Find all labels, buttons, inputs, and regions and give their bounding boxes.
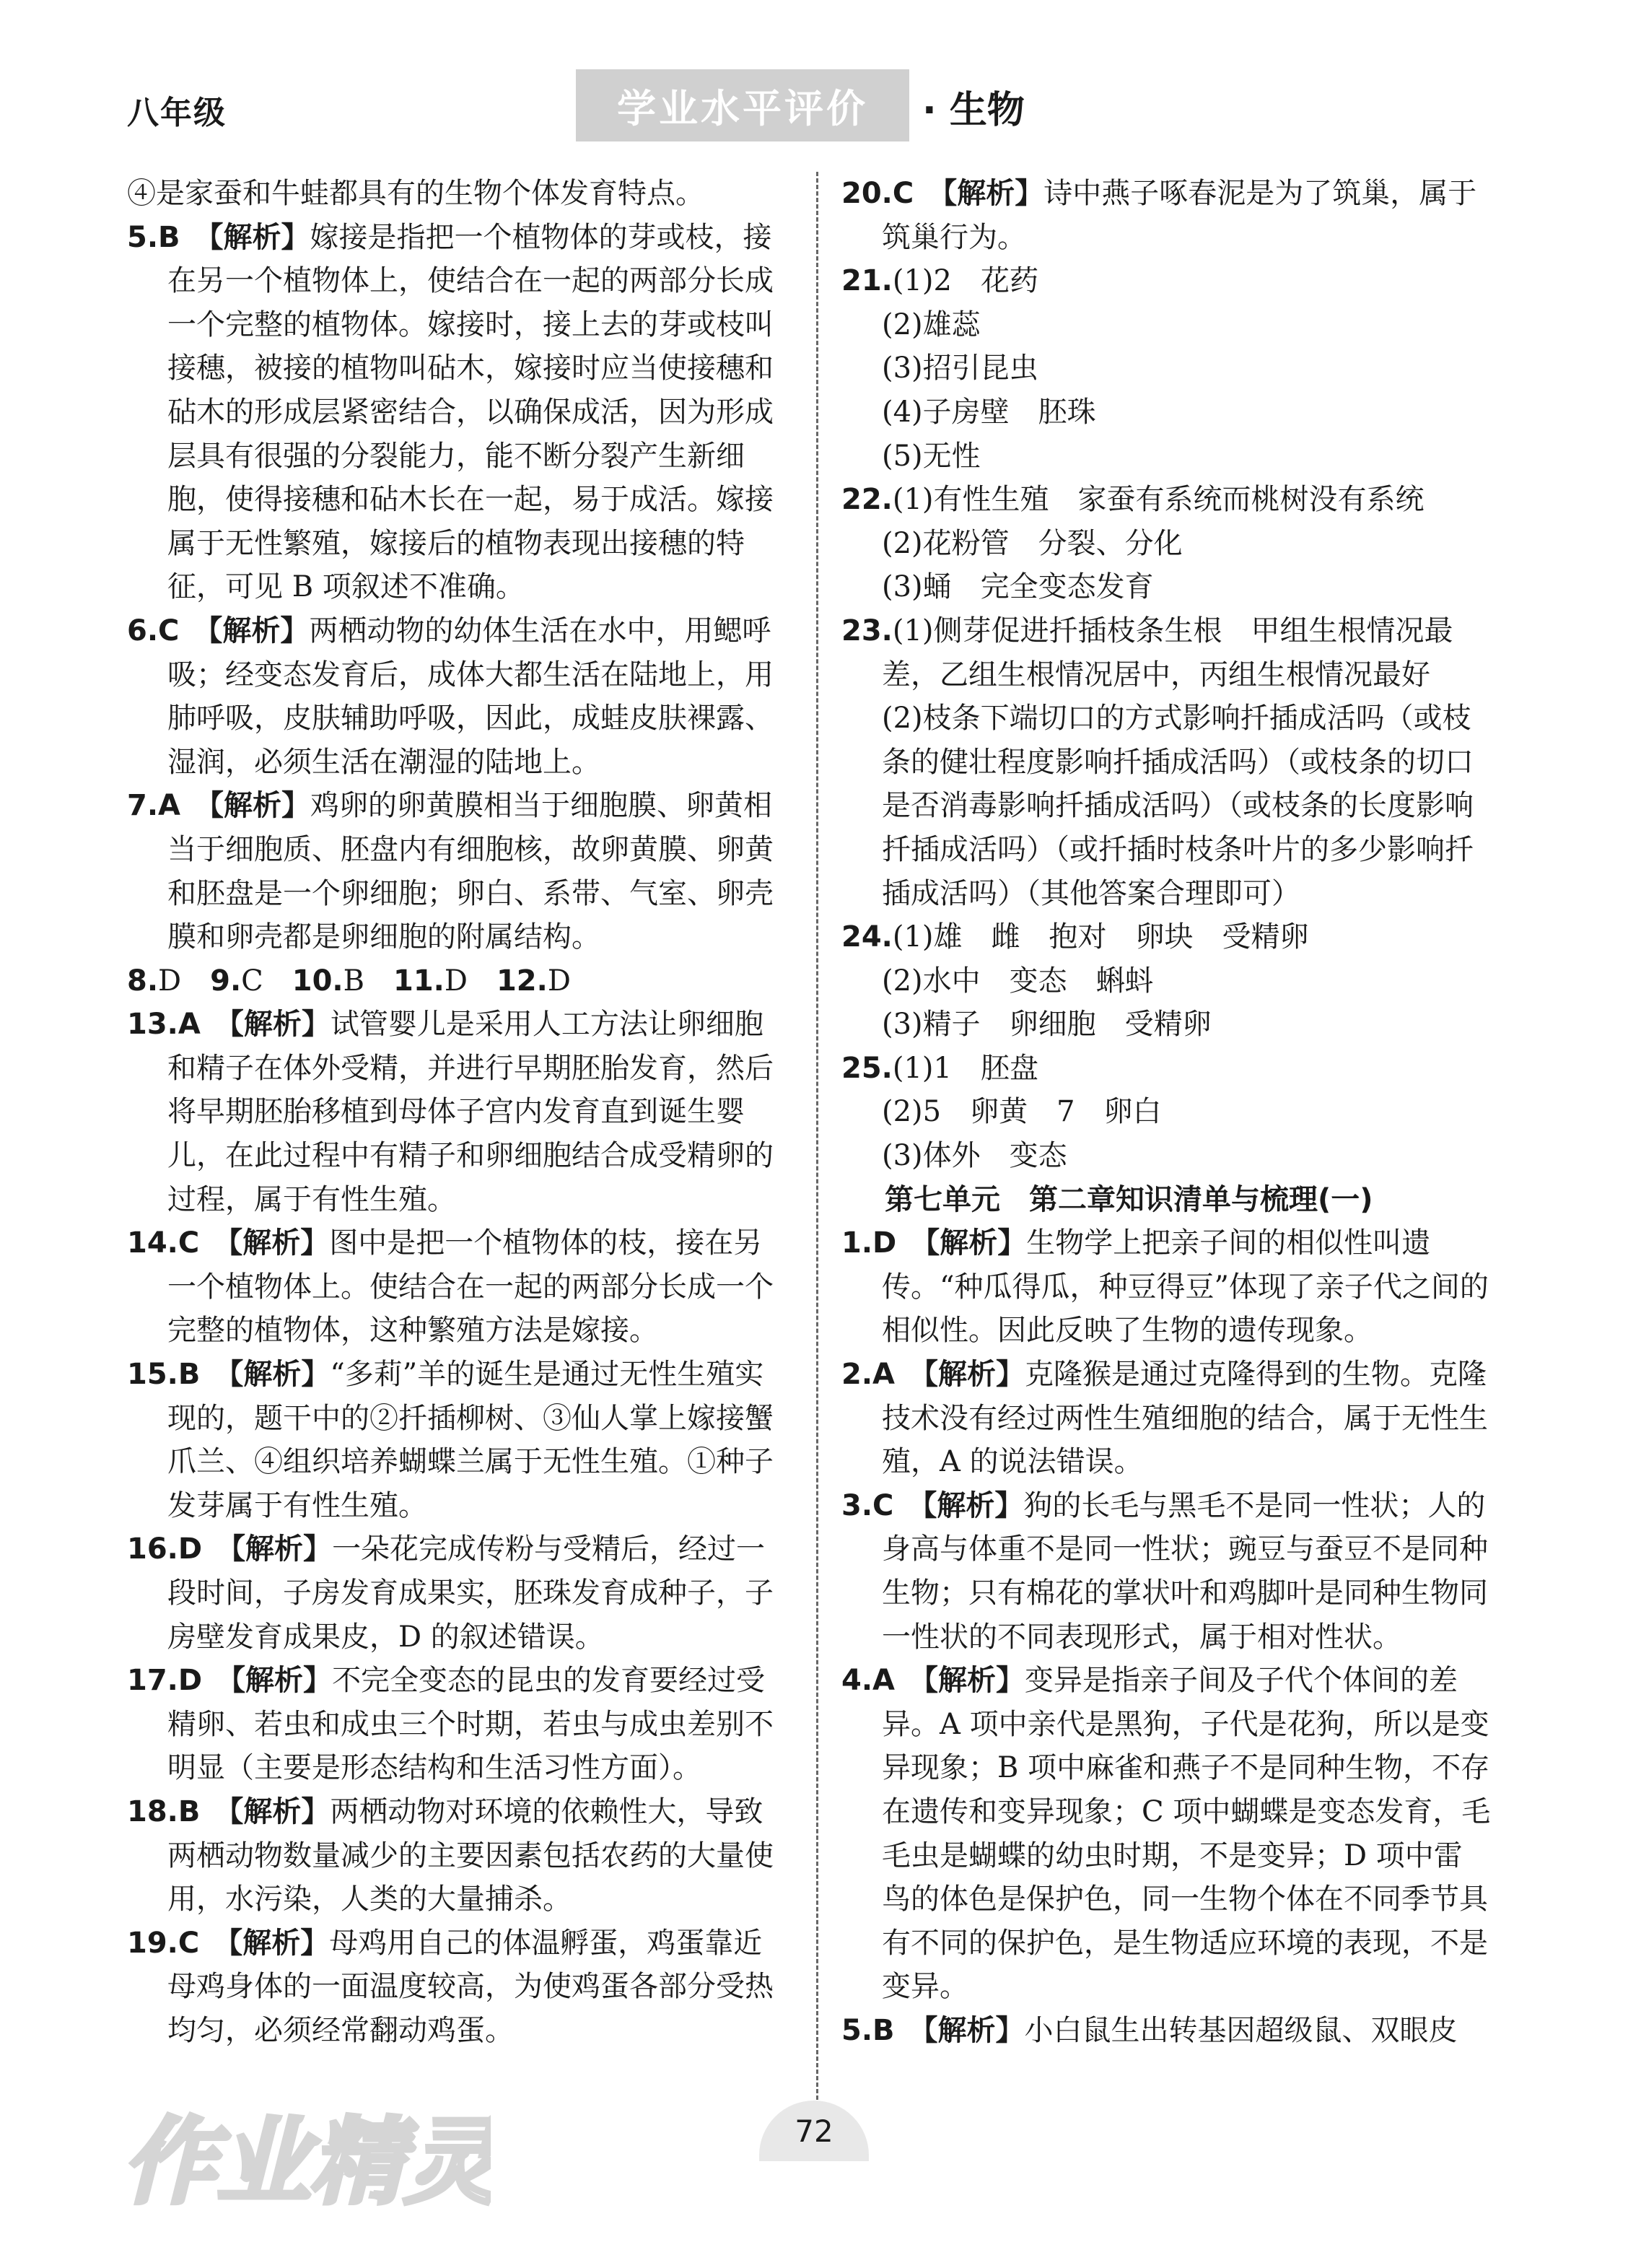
answer-text: 母鸡用自己的体温孵蛋，鸡蛋靠近母鸡身体的一面温度较高，为使鸡蛋各部分受热均匀，必须经常翻动鸡蛋。 <box>167 1926 774 2047</box>
sub-answer: (2)雄蕊 <box>882 308 981 341</box>
answer-item <box>127 1527 776 1659</box>
answer-choice: C <box>158 614 180 647</box>
question-number: 9. <box>210 964 242 998</box>
answer-text: 两栖动物对环境的依赖性大，导致两栖动物数量减少的主要因素包括农药的大量使用，水污染，人类的大量捕杀。 <box>167 1794 774 1916</box>
question-number: 20. <box>841 177 893 210</box>
question-number: 21. <box>841 264 893 298</box>
continued-text: ④是家蚕和牛蛙都具有的生物个体发育特点。 <box>127 177 704 210</box>
analysis-tag: 【解析】 <box>909 1664 1025 1698</box>
question-number: 12. <box>496 964 548 998</box>
question-number: 2. <box>841 1358 873 1392</box>
question-number: 25. <box>841 1051 893 1085</box>
analysis-tag: 【解析】 <box>909 1358 1025 1392</box>
sub-answer: (3)蛹 完全变态发育 <box>882 570 1154 604</box>
sub-answer: (4)子房壁 胚珠 <box>882 395 1096 429</box>
answer-item <box>841 1484 1491 1659</box>
analysis-tag: 【解析】 <box>908 1488 1024 1522</box>
sub-answer: (2)水中 变态 蝌蚪 <box>882 964 1154 998</box>
answer-item <box>127 1353 776 1527</box>
answer-choice: D <box>444 964 468 998</box>
answer-text: 图中是把一个植物体的枝，接在另一个植物体上。使结合在一起的两部分长成一个完整的植物体，这种繁殖方法是嫁接。 <box>167 1226 774 1348</box>
answer-item <box>127 1790 776 1922</box>
analysis-tag: 【解析】 <box>216 1664 333 1698</box>
answer-text: (1)1 胚盘 <box>892 1051 1038 1085</box>
answer-text: 狗的长毛与黑毛不是同一性状；人的身高与体重不是同一性状；豌豆与蚕豆不是同种生物；只有棉花的掌状叶和鸡脚叶是同种生物同一性状的不同表现形式，属于相对性状。 <box>882 1488 1488 1654</box>
analysis-tag: 【解析】 <box>214 1926 330 1960</box>
answer-item <box>841 259 1491 303</box>
question-number: 16. <box>127 1532 178 1566</box>
answer-choice: A <box>872 1664 895 1698</box>
answer-choice: C <box>872 1488 894 1522</box>
question-number: 1. <box>841 1226 873 1260</box>
analysis-tag: 【解析】 <box>214 1226 330 1260</box>
answer-pair <box>292 964 364 998</box>
question-number: 23. <box>841 614 893 647</box>
answer-choice: A <box>178 1008 201 1042</box>
answer-item <box>841 2009 1491 2053</box>
answer-text: (1)2 花药 <box>892 264 1038 298</box>
analysis-tag: 【解析】 <box>214 1358 331 1392</box>
grade-label: 八年级 <box>127 95 227 131</box>
answer-text: (1)侧芽促进扦插枝条生根 甲组生根情况最差，乙组生根情况居中，丙组生根情况最好 <box>882 614 1453 692</box>
question-number: 17. <box>127 1664 178 1698</box>
answer-item <box>127 1922 776 2053</box>
answer-text: 一朵花完成传粉与受精后，经过一段时间，子房发育成果实，胚珠发育成种子，子房壁发育成果皮，D 的叙述错误。 <box>167 1532 774 1654</box>
question-number: 5. <box>841 2013 873 2047</box>
answer-row <box>127 959 776 1003</box>
answer-choice: B <box>178 1794 201 1828</box>
answer-item <box>841 172 1491 259</box>
question-number: 11. <box>393 964 445 998</box>
answer-item <box>841 915 1491 959</box>
answer-text: 不完全变态的昆虫的发育要经过受精卵、若虫和成虫三个时期，若虫与成虫差别不明显（主要是形态结构和生活习性方面）。 <box>167 1664 774 1785</box>
answer-text: 两栖动物的幼体生活在水中，用鳃呼吸；经变态发育后，成体大都生活在陆地上，用肺呼吸，皮肤辅助呼吸，因此，成蛙皮肤裸露、湿润，必须生活在潮湿的陆地上。 <box>167 614 774 779</box>
answer-choice: D <box>547 964 571 998</box>
question-number: 3. <box>841 1488 873 1522</box>
answer-choice: B <box>343 964 365 998</box>
answer-item <box>127 1003 776 1221</box>
answer-text: 生物学上把亲子间的相似性叫遗传。“种瓜得瓜，种豆得豆”体现了亲子代之间的相似性。因此反映了生物的遗传现象。 <box>882 1226 1489 1348</box>
answer-item <box>127 784 776 959</box>
right-column <box>841 172 1491 2053</box>
analysis-tag: 【解析】 <box>911 1226 1027 1260</box>
answer-text: 嫁接是指把一个植物体的芽或枝，接在另一个植物体上，使结合在一起的两部分长成一个完整的植物体。嫁接时，接上去的芽或枝叫接穗，被接的植物叫砧木，嫁接时应当使接穗和砧木的形成层紧密结合，以确保成活，因为形成层具有很强的分裂能力，能不断分裂产生新细胞，使得接穗和砧木长在一起，易于成活。嫁接属于无性繁殖，嫁接后的植物表现出接穗的特征，可见 B 项叙述不准确。 <box>167 220 774 604</box>
question-number: 6. <box>127 614 159 647</box>
answer-item <box>127 1659 776 1790</box>
answer-choice: D <box>178 1664 203 1698</box>
analysis-tag: 【解析】 <box>909 2013 1025 2047</box>
sub-answer: (2)枝条下端切口的方式影响扦插成活吗（或枝条的健壮程度影响扦插成活吗）（或枝条的切口是否消毒影响扦插成活吗）（或枝条的长度影响扦插成活吗）（或扦插时枝条叶片的多少影响扦插成活吗）（其他答案合理即可） <box>882 702 1474 910</box>
question-number: 4. <box>841 1664 873 1698</box>
question-number: 15. <box>127 1358 178 1392</box>
analysis-tag: 【解析】 <box>214 1794 331 1828</box>
answer-item <box>127 1221 776 1353</box>
left-column <box>127 172 776 2053</box>
question-number: 14. <box>127 1226 178 1260</box>
sub-answer: (3)精子 卵细胞 受精卵 <box>882 1008 1212 1042</box>
question-number: 22. <box>841 483 893 517</box>
question-number: 8. <box>127 964 159 998</box>
question-number: 19. <box>127 1926 178 1960</box>
answer-text: 小白鼠生出转基因超级鼠、双眼皮 <box>1024 2013 1458 2047</box>
answer-text: (1)有性生殖 家蚕有系统而桃树没有系统 <box>892 483 1424 517</box>
answer-pair <box>210 964 263 998</box>
answer-choice: D <box>158 964 182 998</box>
answer-choice: C <box>178 1226 200 1260</box>
sub-answer: (2)花粉管 分裂、分化 <box>882 526 1183 560</box>
answer-item <box>841 1221 1491 1353</box>
question-number: 24. <box>841 920 893 954</box>
question-number: 5. <box>127 220 159 254</box>
answer-item <box>127 216 776 609</box>
answer-choice: C <box>178 1926 200 1960</box>
answer-choice: C <box>892 177 914 210</box>
answer-choice: C <box>241 964 263 998</box>
series-title: 学业水平评价 <box>617 85 868 131</box>
analysis-tag: 【解析】 <box>214 1008 331 1042</box>
question-number: 18. <box>127 1794 178 1828</box>
series-title-box <box>576 69 909 141</box>
answer-text: “多莉”羊的诞生是通过无性生殖实现的，题干中的②扦插柳树、③仙人掌上嫁接蟹爪兰、④组织培养蝴蝶兰属于无性生殖。①种子发芽属于有性生殖。 <box>167 1358 774 1522</box>
answer-choice: D <box>178 1532 203 1566</box>
section-heading: 第七单元 第二章知识清单与梳理(一) <box>885 1182 1373 1216</box>
answer-choice: B <box>178 1358 201 1392</box>
answer-item <box>841 1659 1491 2009</box>
answer-item <box>841 478 1491 522</box>
analysis-tag: 【解析】 <box>193 614 310 647</box>
watermark-logo <box>115 2093 491 2226</box>
analysis-tag: 【解析】 <box>194 220 310 254</box>
page-number <box>759 2101 869 2161</box>
answer-pair <box>127 964 181 998</box>
answer-text: 克隆猴是通过克隆得到的生物。克隆技术没有经过两性生殖细胞的结合，属于无性生殖，A 的说法错误。 <box>882 1358 1488 1479</box>
answer-text: (1)雄 雌 抱对 卵块 受精卵 <box>892 920 1309 954</box>
answer-choice: A <box>872 1358 895 1392</box>
answer-text: 变异是指亲子间及子代个体间的差异。A 项中亲代是黑狗，子代是花狗，所以是变异现象；B 项中麻雀和燕子不是同种生物，不存在遗传和变异现象；C 项中蝴蝶是变态发育，毛毛虫是蝴蝶的幼虫时期，不是变异；D 项中雷鸟的体色是保护色，同一生物个体在不同季节具有不同的保护色，是生物适应环境的表现，不是变异。 <box>882 1664 1491 2004</box>
answer-choice: B <box>158 220 180 254</box>
question-number: 13. <box>127 1008 178 1042</box>
sub-answer: (3)体外 变态 <box>882 1139 1067 1173</box>
sub-answer: (2)5 卵黄 7 卵白 <box>882 1095 1162 1129</box>
answer-text: 诗中燕子啄春泥是为了筑巢，属于筑巢行为。 <box>882 177 1477 254</box>
answer-text: 试管婴儿是采用人工方法让卵细胞和精子在体外受精，并进行早期胚胎发育，然后将早期胚胎移植到母体子宫内发育直到诞生婴儿，在此过程中有精子和卵细胞结合成受精卵的过程，属于有性生殖。 <box>167 1008 774 1216</box>
answer-choice: A <box>158 789 180 823</box>
answer-item <box>841 609 1491 697</box>
answer-item <box>841 1047 1491 1091</box>
answer-item <box>841 1353 1491 1484</box>
answer-choice: D <box>872 1226 897 1260</box>
answer-text: 鸡卵的卵黄膜相当于细胞膜、卵黄相当于细胞质、胚盘内有细胞核，故卵黄膜、卵黄和胚盘是一个卵细胞；卵白、系带、气室、卵壳膜和卵壳都是卵细胞的附属结构。 <box>167 789 774 954</box>
answer-item <box>127 609 776 784</box>
analysis-tag: 【解析】 <box>928 177 1044 210</box>
svg-text:作业精灵: 作业精灵 <box>123 2107 491 2217</box>
analysis-tag: 【解析】 <box>195 789 310 823</box>
page-number-text: 72 <box>795 2113 833 2149</box>
answer-pair <box>496 964 571 998</box>
answer-choice: B <box>872 2013 895 2047</box>
sub-answer: (5)无性 <box>882 439 981 473</box>
analysis-tag: 【解析】 <box>216 1532 333 1566</box>
column-divider <box>816 172 818 2106</box>
answer-pair <box>393 964 468 998</box>
question-number: 10. <box>292 964 343 998</box>
question-number: 7. <box>127 789 159 823</box>
subject-label: · 生物 <box>922 89 1025 132</box>
sub-answer: (3)招引昆虫 <box>882 352 1038 385</box>
